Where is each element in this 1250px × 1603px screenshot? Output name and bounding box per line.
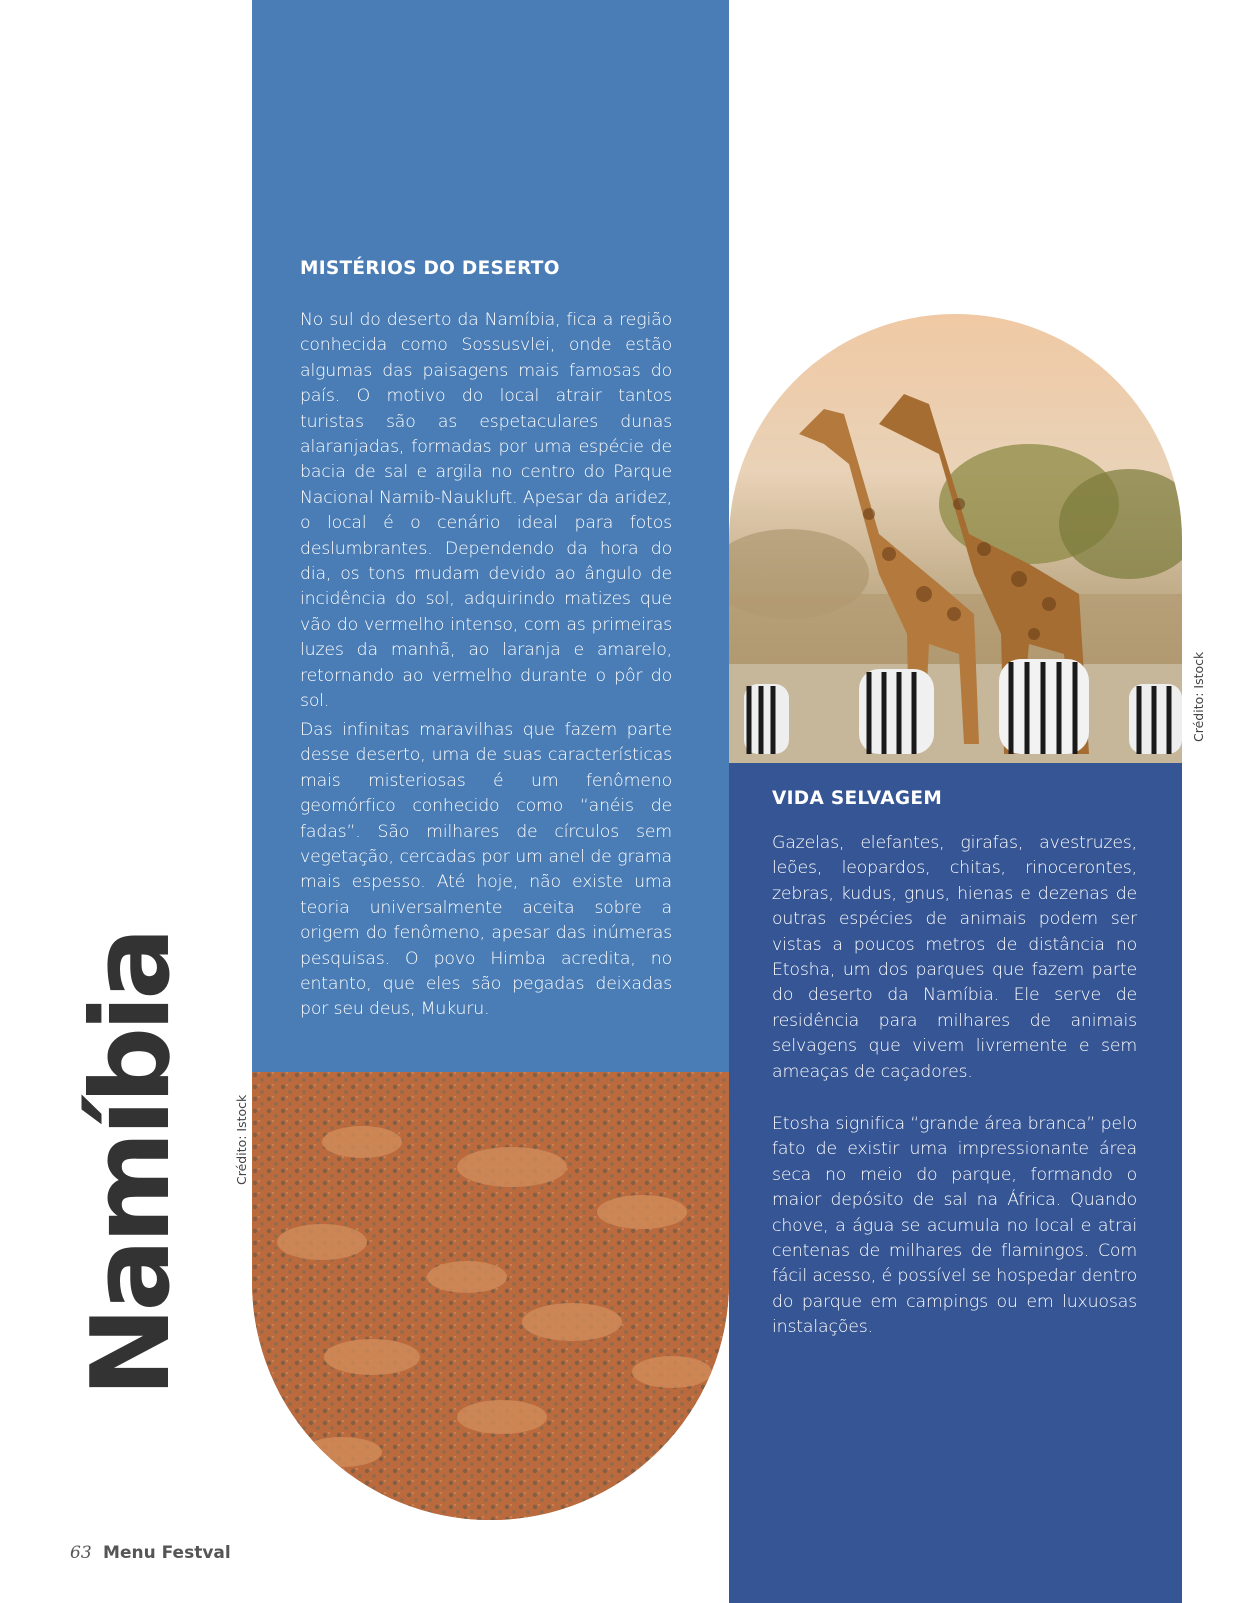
paragraph-vida-1: Gazelas, elefantes, girafas, avestruzes, leões, leopardos, chitas, rinocerontes, zebras, kudus, gnus, hienas e dezenas de outras espécies de animais podem ser vistas a poucos metros de distância no Etosha, um dos parques que fazem parte do deserto da Namíbia. Ele serve de residência para milhares de animais selvagens que vivem livremente e sem ameaças de caçadores. <box>772 833 1137 1082</box>
paragraph-misterios-2: Das infinitas maravilhas que fazem parte desse deserto, uma de suas características mais misteriosas é um fenômeno geomórfico conhecido como “anéis de fadas”. São milhares de círculos sem vegetação, cercadas por um anel de grama mais espesso. Até hoje, não existe uma teoria universalmente aceita sobre a origem do fenômeno, apesar das inúmeras pesquisas. O povo Himba acredita, no entanto, que eles são pegadas deixadas por seu deus, Mukuru. <box>300 720 672 1020</box>
fairy-circles-desert-photo <box>252 1072 729 1520</box>
section-title-vida-selvagem: VIDA SELVAGEM <box>772 788 943 809</box>
paragraph-misterios-1: No sul do deserto da Namíbia, fica a região conhecida como Sossusvlei, onde estão algumas das paisagens mais famosas do país. O motivo do local atrair tantos turistas são as espetaculares dunas alaranjadas, formadas por uma espécie de bacia de sal e argila no centro do Parque Nacional Namib-Naukluft. Apesar da aridez, o local é o cenário ideal para fotos deslumbrantes. Dependendo da hora do dia, os tons mudam devido ao ângulo de incidência do sol, adquirindo matizes que vão do vermelho intenso, com as primeiras luzes da manhã, ao laranja e amarelo, retornando ao vermelho durante o pôr do sol. <box>300 310 672 712</box>
magazine-name: Menu Festval <box>103 1543 231 1563</box>
paragraph-vida-2: Etosha significa “grande área branca” pelo fato de existir uma impressionante área seca no meio do parque, formando o maior depósito de sal na África. Quando chove, a água se acumula no local e atrai centenas de milhares de flamingos. Com fácil acesso, é possível se hospedar dentro do parque em campings ou em luxuosas instalações. <box>772 1114 1137 1338</box>
section-title-misterios: MISTÉRIOS DO DESERTO <box>300 258 560 279</box>
page-footer <box>70 1543 231 1563</box>
giraffe-zebra-photo <box>729 314 1182 763</box>
vertical-title: Namíbia <box>69 931 194 1397</box>
photo-credit-giraffe: Crédito: Istock <box>1191 651 1206 742</box>
photo-credit-desert: Crédito: Istock <box>234 1094 249 1185</box>
page-number: 63 <box>70 1543 92 1563</box>
